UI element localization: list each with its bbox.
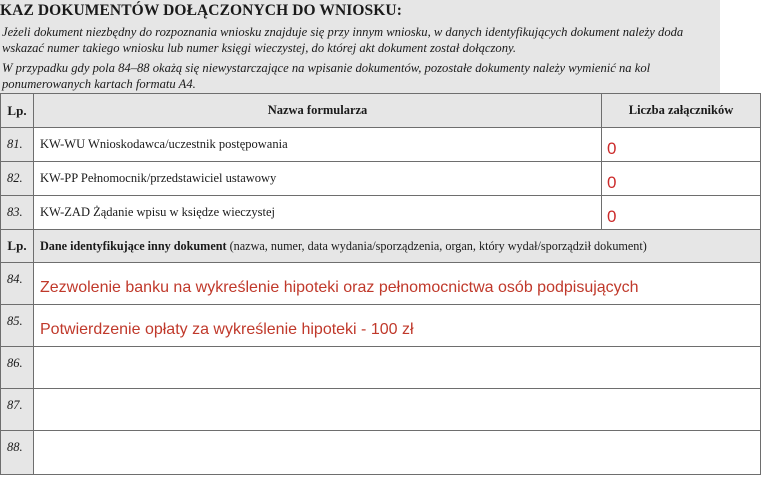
row-number: 84. (1, 263, 34, 305)
form-row (1, 162, 761, 196)
section-title: KAZ DOKUMENTÓW DOŁĄCZONYCH DO WNIOSKU: (0, 2, 402, 19)
document-data-field[interactable]: Potwierdzenie opłaty za wykreślenie hipoteki - 100 zł (34, 305, 761, 347)
document-data-field[interactable] (34, 389, 761, 431)
document-data-field[interactable] (34, 347, 761, 389)
document-data-column-header (34, 230, 761, 263)
attachment-count-field[interactable]: 0 (602, 162, 761, 196)
section-header (0, 0, 720, 95)
document-row (1, 347, 761, 389)
form-name: KW-ZAD Żądanie wpisu w księdze wieczystej (34, 196, 602, 230)
document-data-header-rest: (nazwa, numer, data wydania/sporządzenia, organ, który wydał/sporządził dokument) (226, 238, 647, 253)
attachment-count-field[interactable]: 0 (602, 128, 761, 162)
other-docs-header-row (1, 230, 761, 263)
document-row (1, 389, 761, 431)
forms-header-row (1, 94, 761, 128)
document-row (1, 263, 761, 305)
document-data-field[interactable] (34, 431, 761, 475)
attachment-count-column-header: Liczba załączników (602, 94, 761, 128)
documents-table (0, 93, 761, 475)
document-row (1, 431, 761, 475)
document-data-field[interactable]: Zezwolenie banku na wykreślenie hipoteki oraz pełnomocnictwa osób podpisujących (34, 263, 761, 305)
row-number: 81. (1, 128, 34, 162)
row-number: 88. (1, 431, 34, 475)
lp-column-header: Lp. (1, 94, 34, 128)
row-number: 87. (1, 389, 34, 431)
row-number: 83. (1, 196, 34, 230)
row-number: 85. (1, 305, 34, 347)
form-row (1, 196, 761, 230)
form-name-column-header: Nazwa formularza (34, 94, 602, 128)
document-data-header-bold: Dane identyfikujące inny dokument (40, 238, 227, 253)
row-number: 82. (1, 162, 34, 196)
instruction-note-2-line-1: W przypadku gdy pola 84–88 okażą się niewystarczające na wpisanie dokumentów, pozostałe dokumenty należy wymienić na kol (2, 61, 651, 75)
instruction-note-1-line-2: wskazać numer takiego wniosku lub numer księgi wieczystej, do której akt dokument został dołączony. (2, 41, 517, 55)
form-name: KW-WU Wnioskodawca/uczestnik postępowania (34, 128, 602, 162)
row-number: 86. (1, 347, 34, 389)
form-name: KW-PP Pełnomocnik/przedstawiciel ustawowy (34, 162, 602, 196)
document-row (1, 305, 761, 347)
form-row (1, 128, 761, 162)
instruction-note-1-line-1: Jeżeli dokument niezbędny do rozpoznania wniosku znajduje się przy innym wniosku, w danych identyfikujących dokument należy doda (2, 25, 684, 39)
lp-column-header: Lp. (1, 230, 34, 263)
instruction-note-2-line-2: ponumerowanych kartach formatu A4. (2, 77, 196, 91)
attachment-count-field[interactable]: 0 (602, 196, 761, 230)
